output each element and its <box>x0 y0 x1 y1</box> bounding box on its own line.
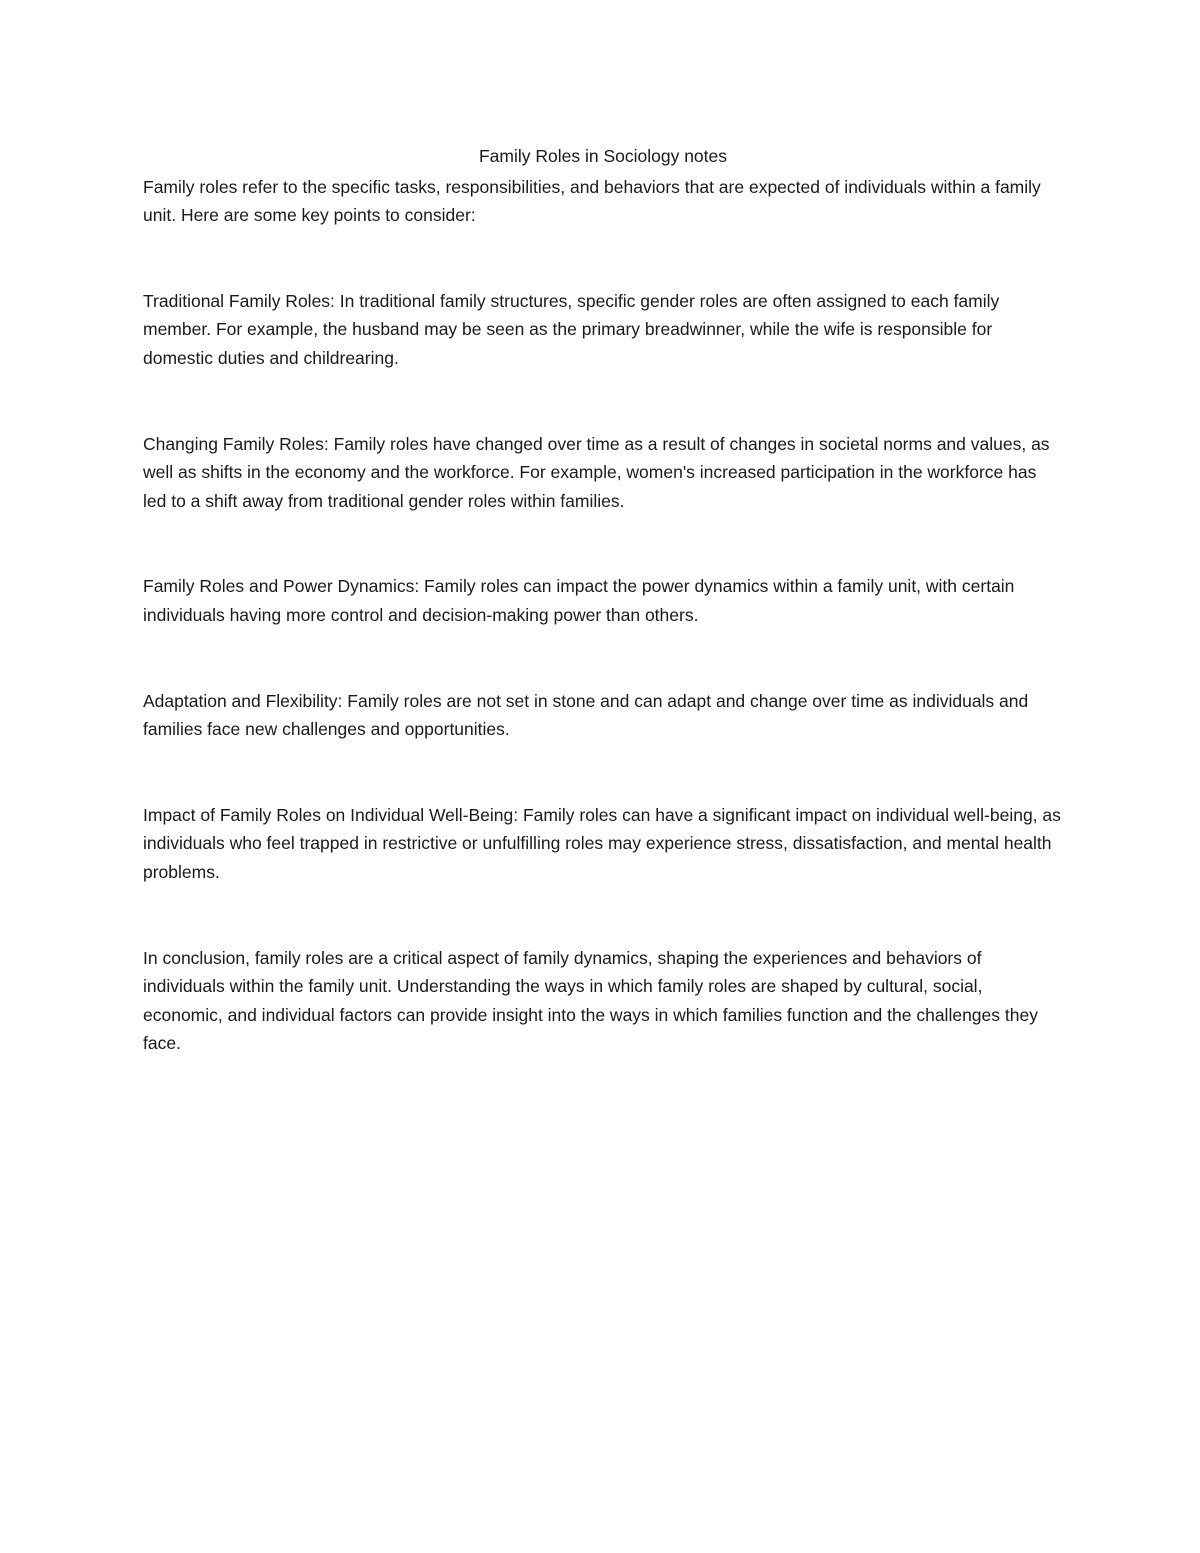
power-dynamics-paragraph: Family Roles and Power Dynamics: Family roles can impact the power dynamics within a family unit, with certain individuals having more control and decision-making power than others. <box>143 576 1015 625</box>
document-title: Family Roles in Sociology notes <box>478 146 728 166</box>
well-being-impact-paragraph: Impact of Family Roles on Individual Well-Being: Family roles can have a significant impact on individual well-being, as individuals who feel trapped in restrictive or unfulfilling roles may experience stress, dissatisfaction, and mental health problems. <box>143 804 1061 882</box>
adaptation-flexibility-paragraph: Adaptation and Flexibility: Family roles are not set in stone and can adapt and change over time as individuals and families face new challenges and opportunities. <box>143 690 1029 740</box>
intro-paragraph: Family roles refer to the specific tasks, responsibilities, and behaviors that are expected of individuals within a family unit. Here are some key points to consider: <box>143 176 1041 226</box>
traditional-family-roles-paragraph: Traditional Family Roles: In traditional family structures, specific gender roles are often assigned to each family member. For example, the husband may be seen as the primary breadwinner, while the wife is responsible for domestic duties and childrearing. <box>143 290 1000 368</box>
document-body <box>143 142 1063 1058</box>
conclusion-paragraph: In conclusion, family roles are a critical aspect of family dynamics, shaping the experiences and behaviors of individuals within the family unit. Understanding the ways in which family roles are shaped by cultural, social, economic, and individual factors can provide insight into the ways in which families function and the challenges they face. <box>143 947 1038 1054</box>
changing-family-roles-paragraph: Changing Family Roles: Family roles have changed over time as a result of changes in societal norms and values, as well as shifts in the economy and the workforce. For example, women's increased participation in the workforce has led to a shift away from traditional gender roles within families. <box>143 433 1050 511</box>
